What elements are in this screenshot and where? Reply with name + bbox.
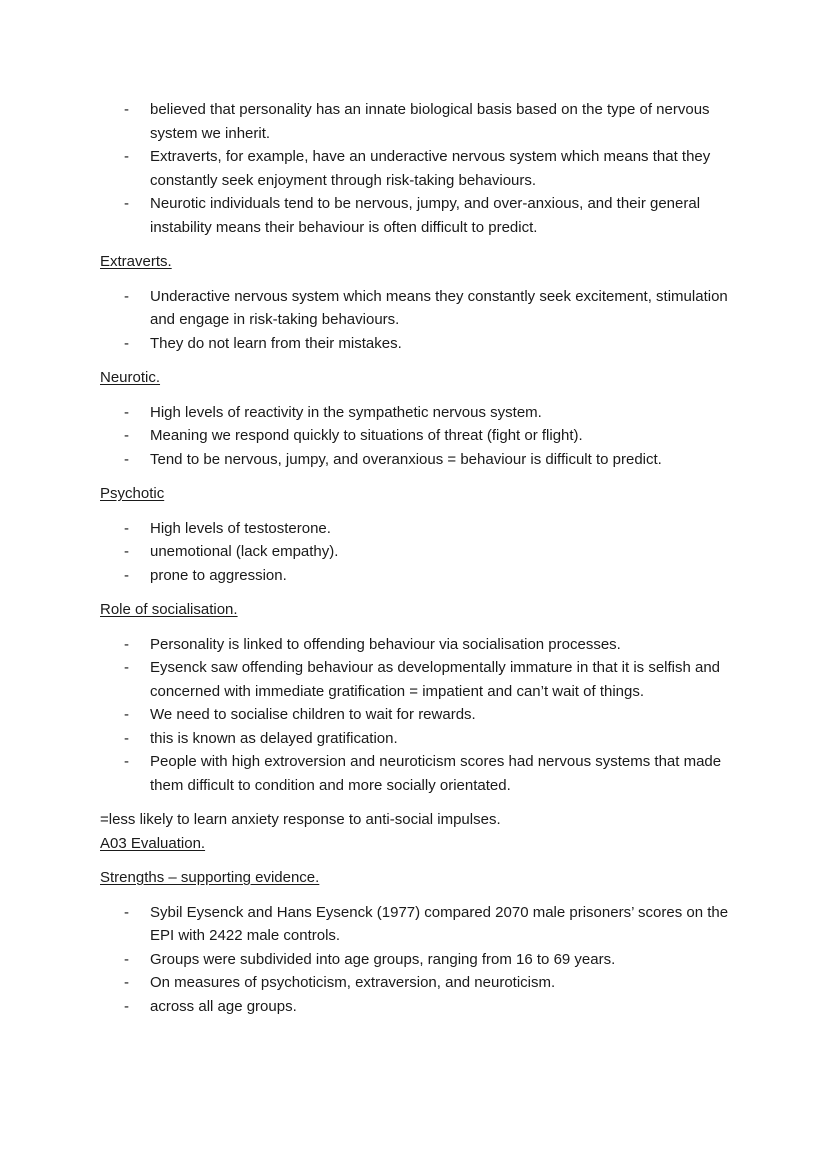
list-item xyxy=(100,750,740,797)
bullet-dash: - xyxy=(124,974,129,991)
list-item-text: People with high extroversion and neuroticism scores had nervous systems that made them difficult to condition and more socially orientated. xyxy=(150,753,722,794)
document-page xyxy=(100,98,740,1018)
list-item-text: Eysenck saw offending behaviour as developmentally immature in that it is selfish and concerned with immediate gratification = impatient and can’t wait of things. xyxy=(150,659,721,700)
list-item xyxy=(100,995,740,1019)
socialisation-conclusion: =less likely to learn anxiety response to anti-social impulses. xyxy=(100,811,501,828)
bullet-dash: - xyxy=(124,403,129,421)
list-item xyxy=(100,424,740,448)
list-item-text: across all age groups. xyxy=(150,997,297,1015)
list-item-text: Sybil Eysenck and Hans Eysenck (1977) compared 2070 male prisoners’ scores on the EPI with 2422 male controls. xyxy=(150,903,729,944)
bullet-dash: - xyxy=(124,997,129,1015)
bullet-dash: - xyxy=(124,950,129,968)
bullet-dash: - xyxy=(124,195,129,212)
heading-evaluation: A03 Evaluation. xyxy=(100,834,206,852)
list-item-text: Underactive nervous system which means they constantly seek excitement, stimulation and engage in risk-taking behaviours. xyxy=(150,287,728,328)
list-item xyxy=(100,192,740,239)
list-item xyxy=(100,564,740,588)
list-item-text: High levels of reactivity in the sympathetic nervous system. xyxy=(150,403,542,421)
list-item-text: believed that personality has an innate biological basis based on the type of nervous system we inherit. xyxy=(150,101,710,142)
list-item-text: High levels of testosterone. xyxy=(150,519,331,537)
bullet-dash: - xyxy=(124,753,129,770)
heading-strengths: Strengths – supporting evidence. xyxy=(100,869,320,886)
bullet-dash: - xyxy=(124,101,129,118)
bullet-dash: - xyxy=(124,706,129,723)
bullet-dash: - xyxy=(124,334,129,352)
list-item xyxy=(100,517,740,541)
list-item-text: On measures of psychoticism, extraversion, and neuroticism. xyxy=(150,974,556,991)
bullet-dash: - xyxy=(124,450,129,468)
socialisation-list xyxy=(100,633,740,798)
psychotic-list xyxy=(100,517,740,588)
list-item xyxy=(100,971,740,995)
list-item xyxy=(100,656,740,703)
list-item xyxy=(100,633,740,657)
list-item xyxy=(100,401,740,425)
heading-neurotic: Neurotic. xyxy=(100,369,161,386)
bullet-dash: - xyxy=(124,519,129,537)
bullet-dash: - xyxy=(124,729,129,747)
list-item-text: this is known as delayed gratification. xyxy=(150,729,398,747)
bullet-dash: - xyxy=(124,903,129,921)
neurotic-list xyxy=(100,401,740,472)
list-item-text: Personality is linked to offending behaviour via socialisation processes. xyxy=(150,635,621,653)
list-item-text: We need to socialise children to wait for rewards. xyxy=(150,706,476,723)
bullet-dash: - xyxy=(124,543,129,560)
evaluation-list xyxy=(100,901,740,1019)
heading-psychotic: Psychotic xyxy=(100,485,165,502)
bullet-dash: - xyxy=(124,659,129,676)
heading-extraverts: Extraverts. xyxy=(100,253,172,270)
list-item xyxy=(100,285,740,332)
list-item xyxy=(100,540,740,564)
list-item xyxy=(100,98,740,145)
list-item xyxy=(100,703,740,727)
intro-list xyxy=(100,98,740,239)
list-item-text: Groups were subdivided into age groups, ranging from 16 to 69 years. xyxy=(150,950,616,968)
list-item xyxy=(100,901,740,948)
list-item xyxy=(100,948,740,972)
list-item-text: They do not learn from their mistakes. xyxy=(150,334,402,352)
bullet-dash: - xyxy=(124,427,129,444)
bullet-dash: - xyxy=(124,287,129,305)
bullet-dash: - xyxy=(124,635,129,653)
list-item xyxy=(100,448,740,472)
list-item xyxy=(100,332,740,356)
list-item xyxy=(100,145,740,192)
bullet-dash: - xyxy=(124,566,129,584)
heading-socialisation: Role of socialisation. xyxy=(100,601,238,618)
list-item-text: prone to aggression. xyxy=(150,566,287,584)
list-item-text: Meaning we respond quickly to situations of threat (fight or flight). xyxy=(150,427,583,444)
list-item xyxy=(100,727,740,751)
extraverts-list xyxy=(100,285,740,356)
list-item-text: unemotional (lack empathy). xyxy=(150,543,339,560)
bullet-dash: - xyxy=(124,148,129,165)
list-item-text: Neurotic individuals tend to be nervous, jumpy, and over-anxious, and their general instability means their behaviour is often difficult to predict. xyxy=(150,195,701,236)
list-item-text: Tend to be nervous, jumpy, and overanxious = behaviour is difficult to predict. xyxy=(150,450,662,468)
list-item-text: Extraverts, for example, have an underactive nervous system which means that they constantly seek enjoyment through risk-taking behaviours. xyxy=(150,148,711,189)
